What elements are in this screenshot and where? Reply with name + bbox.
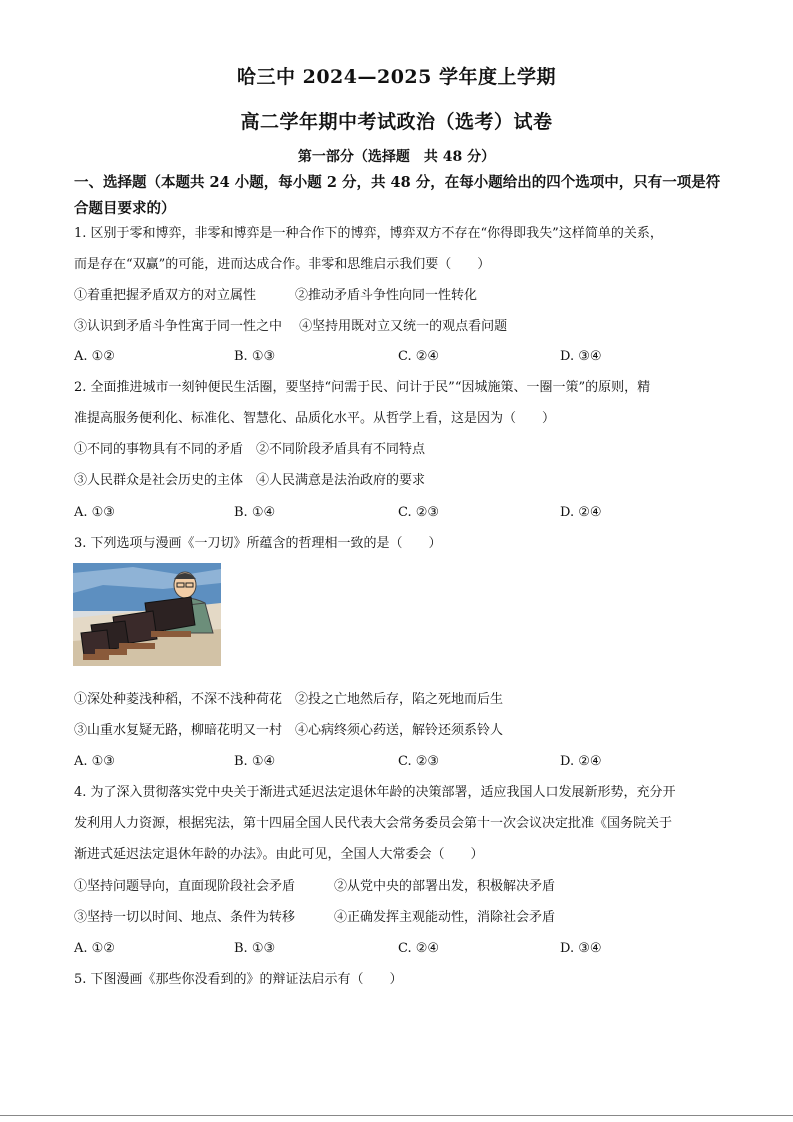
- q2-option-c[interactable]: C. ②③: [398, 505, 440, 520]
- q2-option-b[interactable]: B. ①④: [234, 505, 276, 520]
- q4-stem-line1: 4. 为了深入贯彻落实党中央关于渐进式延迟法定退休年龄的决策部署，适应我国人口发展新形势，充分开: [74, 785, 676, 800]
- q1-option-c[interactable]: C. ②④: [398, 349, 440, 364]
- q2-option-a[interactable]: A. ①③: [74, 505, 115, 520]
- q2-statement-2: ③人民群众是社会历史的主体 ④人民满意是法治政府的要求: [74, 473, 426, 488]
- q1-stem-line2: 而是存在“双赢”的可能，进而达成合作。非零和思维启示我们要（ ）: [74, 257, 491, 272]
- q2-stem-line1: 2. 全面推进城市一刻钟便民生活圈，要坚持“问需于民、问计于民”“因城施策、一圈一策”的原则，精: [74, 380, 651, 395]
- exam-title-line1: 哈三中 2024—2025 学年度上学期: [237, 66, 556, 88]
- cartoon-one-knife-cut: [73, 563, 221, 666]
- q1-statement-1: ①着重把握矛盾双方的对立属性 ②推动矛盾斗争性向同一性转化: [74, 288, 478, 303]
- q5-stem-line1: 5. 下图漫画《那些你没看到的》的辩证法启示有（ ）: [74, 972, 403, 987]
- q3-statement-1: ①深处种菱浅种稻，不深不浅种荷花 ②投之亡地然后存，陷之死地而后生: [74, 692, 504, 707]
- q3-option-d[interactable]: D. ②④: [560, 754, 602, 769]
- q4-stem-line3: 渐进式延迟法定退休年龄的办法》。由此可见，全国人大常委会（ ）: [74, 847, 484, 862]
- q3-option-c[interactable]: C. ②③: [398, 754, 440, 769]
- q1-statement-2: ③认识到矛盾斗争性寓于同一性之中 ④坚持用既对立又统一的观点看问题: [74, 319, 508, 334]
- q1-stem-line1: 1. 区别于零和博弈，非零和博弈是一种合作下的博弈，博弈双方不存在“你得即我失”这样简单的关系，: [74, 226, 663, 241]
- q2-option-d[interactable]: D. ②④: [560, 505, 602, 520]
- q2-stem-line2: 准提高服务便利化、标准化、智慧化、品质化水平。从哲学上看，这是因为（ ）: [74, 411, 556, 426]
- q1-option-d[interactable]: D. ③④: [560, 349, 602, 364]
- q4-stem-line2: 发利用人力资源，根据宪法，第十四届全国人民代表大会常务委员会第十一次会议决定批准《国务院关于: [74, 816, 673, 831]
- q1-option-b[interactable]: B. ①③: [234, 349, 276, 364]
- q4-statement-1: ①坚持问题导向，直面现阶段社会矛盾 ②从党中央的部署出发，积极解决矛盾: [74, 879, 556, 894]
- q3-stem-line1: 3. 下列选项与漫画《一刀切》所蕴含的哲理相一致的是（ ）: [74, 536, 442, 551]
- q3-statement-2: ③山重水复疑无路，柳暗花明又一村 ④心病终须心药送，解铃还须系铃人: [74, 723, 504, 738]
- q4-option-c[interactable]: C. ②④: [398, 941, 440, 956]
- q4-option-b[interactable]: B. ①③: [234, 941, 276, 956]
- q3-option-b[interactable]: B. ①④: [234, 754, 276, 769]
- page-bottom-rule: [0, 1115, 793, 1116]
- part-heading: 第一部分（选择题 共 48 分）: [297, 149, 496, 165]
- q4-option-d[interactable]: D. ③④: [560, 941, 602, 956]
- q4-statement-2: ③坚持一切以时间、地点、条件为转移 ④正确发挥主观能动性，消除社会矛盾: [74, 910, 556, 925]
- q1-option-a[interactable]: A. ①②: [74, 349, 115, 364]
- section-heading: 一、选择题（本题共 24 小题，每小题 2 分，共 48 分，在每小题给出的四个选项中，只有一项是符合题目要求的）: [74, 174, 721, 217]
- exam-title-line2: 高二学年期中考试政治（选考）试卷: [240, 111, 553, 133]
- q3-option-a[interactable]: A. ①③: [74, 754, 115, 769]
- q4-option-a[interactable]: A. ①②: [74, 941, 115, 956]
- q2-statement-1: ①不同的事物具有不同的矛盾 ②不同阶段矛盾具有不同特点: [74, 442, 426, 457]
